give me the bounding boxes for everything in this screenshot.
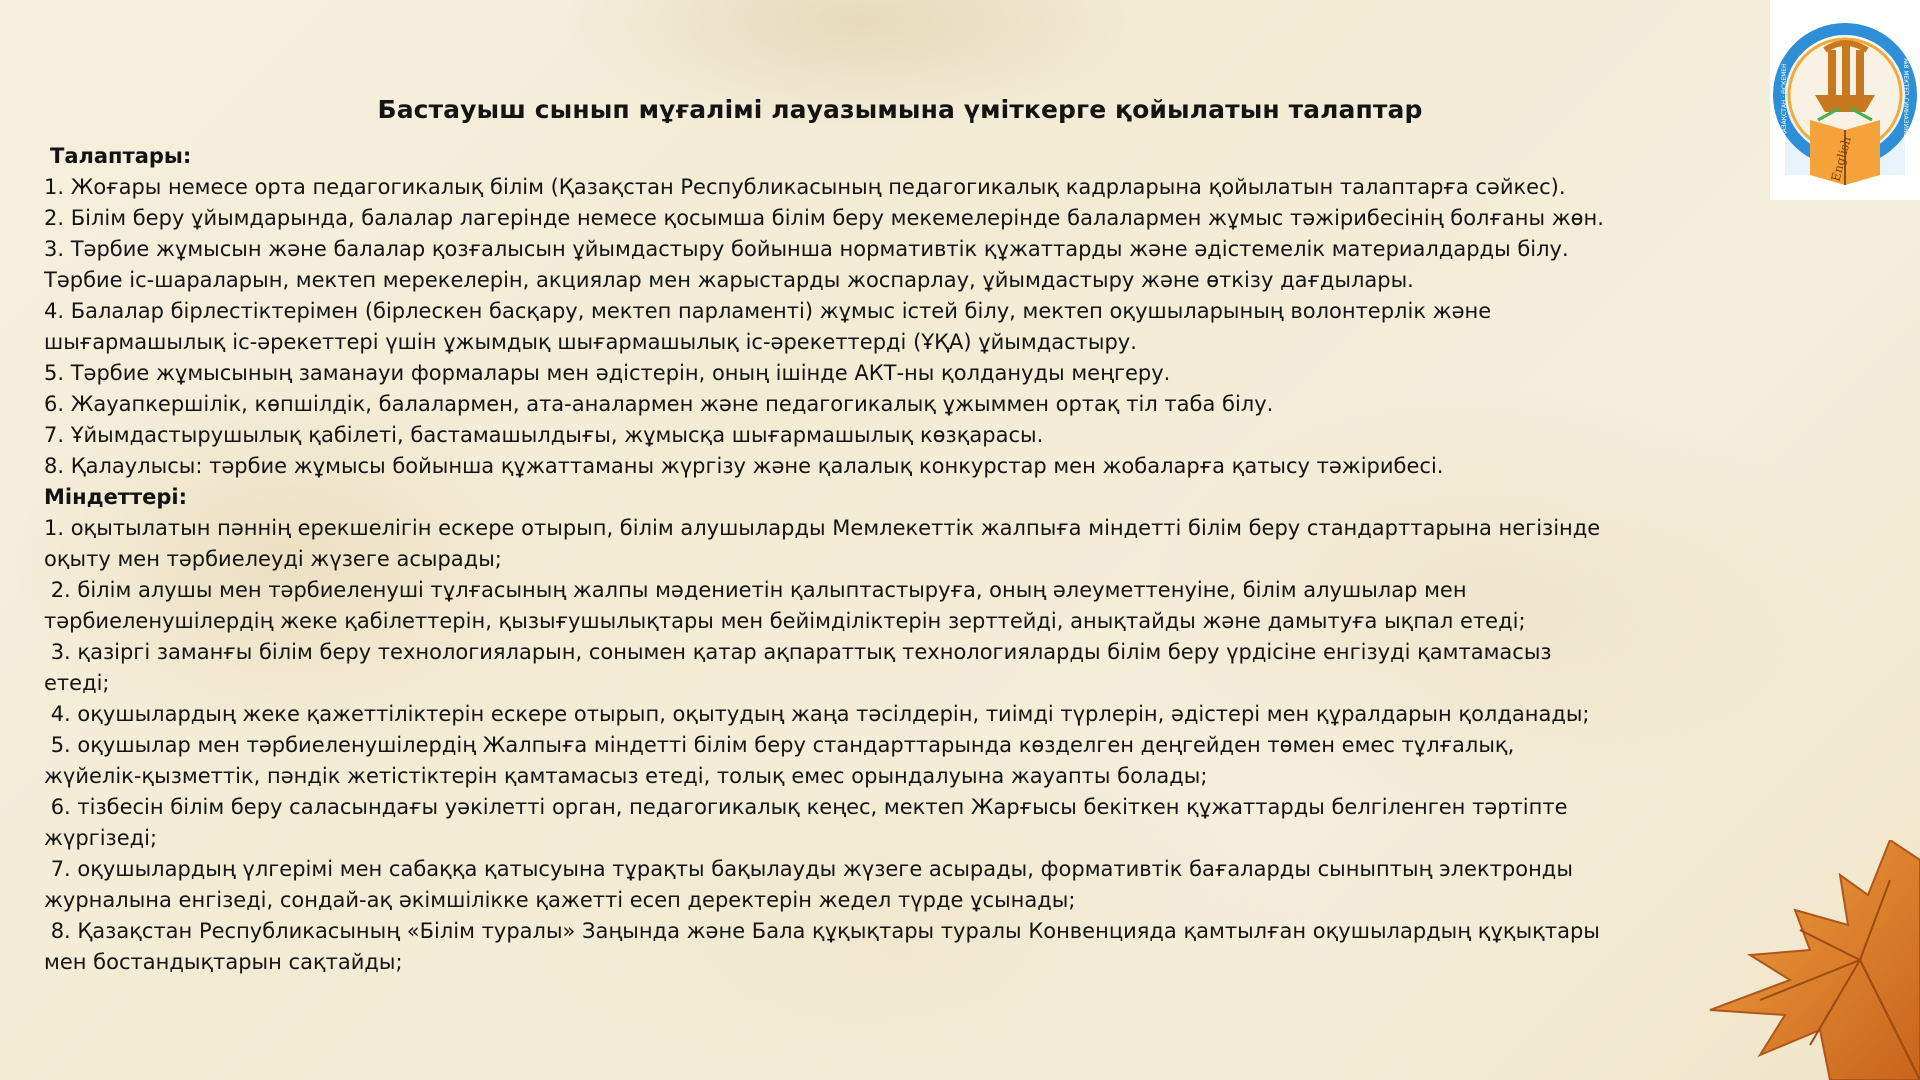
duty-item-4: 4. оқушылардың жеке қажеттіліктерін ескере отырып, оқытудың жаңа тәсілдерін, тиімді түрлерін, әдістері мен құралдарын қолданады; xyxy=(44,702,1590,726)
requirements-heading: Талаптары: xyxy=(50,144,192,168)
duty-item-8: 8. Қазақстан Республикасының «Білім туралы» Заңында және Бала құқықтары туралы Конвенцияда қамтылған оқушылардың құқықтары мен бостандықтарын сақтайды; xyxy=(44,919,1607,974)
duties-heading: Міндеттері: xyxy=(44,485,188,509)
requirement-item-6: 6. Жауапкершілік, көпшілдік, балалармен, ата-аналармен және педагогикалық ұжыммен ортақ тіл таба білу. xyxy=(44,392,1274,416)
logo-left-text: ҚАЗАҚСТАН · ӨСКЕМЕН xyxy=(1781,63,1788,137)
requirement-item-1: 1. Жоғары немесе орта педагогикалық білім (Қазақстан Республикасының педагогикалық кадрларына қойылатын талаптарға сәйкес). xyxy=(44,175,1566,199)
document-body xyxy=(44,141,1607,978)
requirement-item-7: 7. Ұйымдастырушылық қабілеті, бастамашылдығы, жұмысқа шығармашылық көзқарасы. xyxy=(44,423,1044,447)
requirement-item-8: 8. Қалаулысы: тәрбие жұмысы бойынша құжаттаманы жүргізу және қалалық конкурстар мен жобаларға қатысу тәжірибесі. xyxy=(44,454,1444,478)
page-title: Бастауыш сынып мұғалімі лауазымына үміткерге қойылатын талаптар xyxy=(377,95,1423,124)
school-logo-icon xyxy=(1770,0,1920,200)
requirement-item-2: 2. Білім беру ұйымдарында, балалар лагерінде немесе қосымша білім беру мекемелерінде балалармен жұмыс тәжірибесінің болғаны жөн. xyxy=(44,206,1604,230)
duty-item-2: 2. білім алушы мен тәрбиеленуші тұлғасының жалпы мәдениетін қалыптастыруға, оның әлеуметтенуіне, білім алушылар мен тәрбиеленушілердің жеке қабілеттерін, қызығушылықтары мен бейімділіктерін зерттейді, анықтайды және дамытуға ықпал етеді; xyxy=(44,578,1526,633)
duty-item-6: 6. тізбесін білім беру саласындағы уәкілетті орган, педагогикалық кеңес, мектеп Жарғысы бекіткен құжаттарды белгіленген тәртіпте жүргізеді; xyxy=(44,795,1575,850)
maple-leaf-icon xyxy=(1690,840,1920,1080)
duty-item-5: 5. оқушылар мен тәрбиеленушілердің Жалпыға міндетті білім беру стандарттарында көзделген деңгейден төмен емес тұлғалық, жүйелік-қызметтік, пәндік жетістіктерін қамтамасыз етеді, толық емес орындалуына жауапты болады; xyxy=(44,733,1521,788)
logo-right-text: №8 МЕКТЕП-ГИМНАЗИЯСЫ xyxy=(1902,58,1909,142)
duty-item-3: 3. қазіргі заманғы білім беру технологияларын, сонымен қатар ақпараттық технологияларды білім беру үрдісіне енгізуді қамтамасыз етеді; xyxy=(44,640,1559,695)
logo-top-text: ENGLISH GYMNASIA xyxy=(1815,9,1875,16)
logo-book-text: English xyxy=(1828,135,1854,183)
requirement-item-5: 5. Тәрбие жұмысының заманауи формалары мен әдістерін, оның ішінде АКТ-ны қолдануды меңгеру. xyxy=(44,361,1171,385)
duty-item-1: 1. оқытылатын пәннің ерекшелігін ескере отырып, білім алушыларды Мемлекеттік жалпыға міндетті білім беру стандарттарына негізінде оқыту мен тәрбиелеуді жүзеге асырады; xyxy=(44,516,1607,571)
duty-item-7: 7. оқушылардың үлгерімі мен сабаққа қатысуына тұрақты бақылауды жүзеге асырады, формативтік бағаларды сыныптың электронды журналына енгізеді, сондай-ақ әкімшілікке қажетті есеп деректерін жедел түрде ұсынады; xyxy=(44,857,1580,912)
requirement-item-3: 3. Тәрбие жұмысын және балалар қозғалысын ұйымдастыру бойынша нормативтік құжаттарды және әдістемелік материалдарды білу. Тәрбие іс-шараларын, мектеп мерекелерін, акциялар мен жарыстарды жоспарлау, ұйымдастыру және өткізу дағдылары. xyxy=(44,237,1576,292)
requirement-item-4: 4. Балалар бірлестіктерімен (бірлескен басқару, мектеп парламенті) жұмыс істей білу, мектеп оқушыларының волонтерлік және шығармашылық іс-әрекеттері үшін ұжымдық шығармашылық іс-әрекеттерді (ҰҚА) ұйымдастыру. xyxy=(44,299,1498,354)
